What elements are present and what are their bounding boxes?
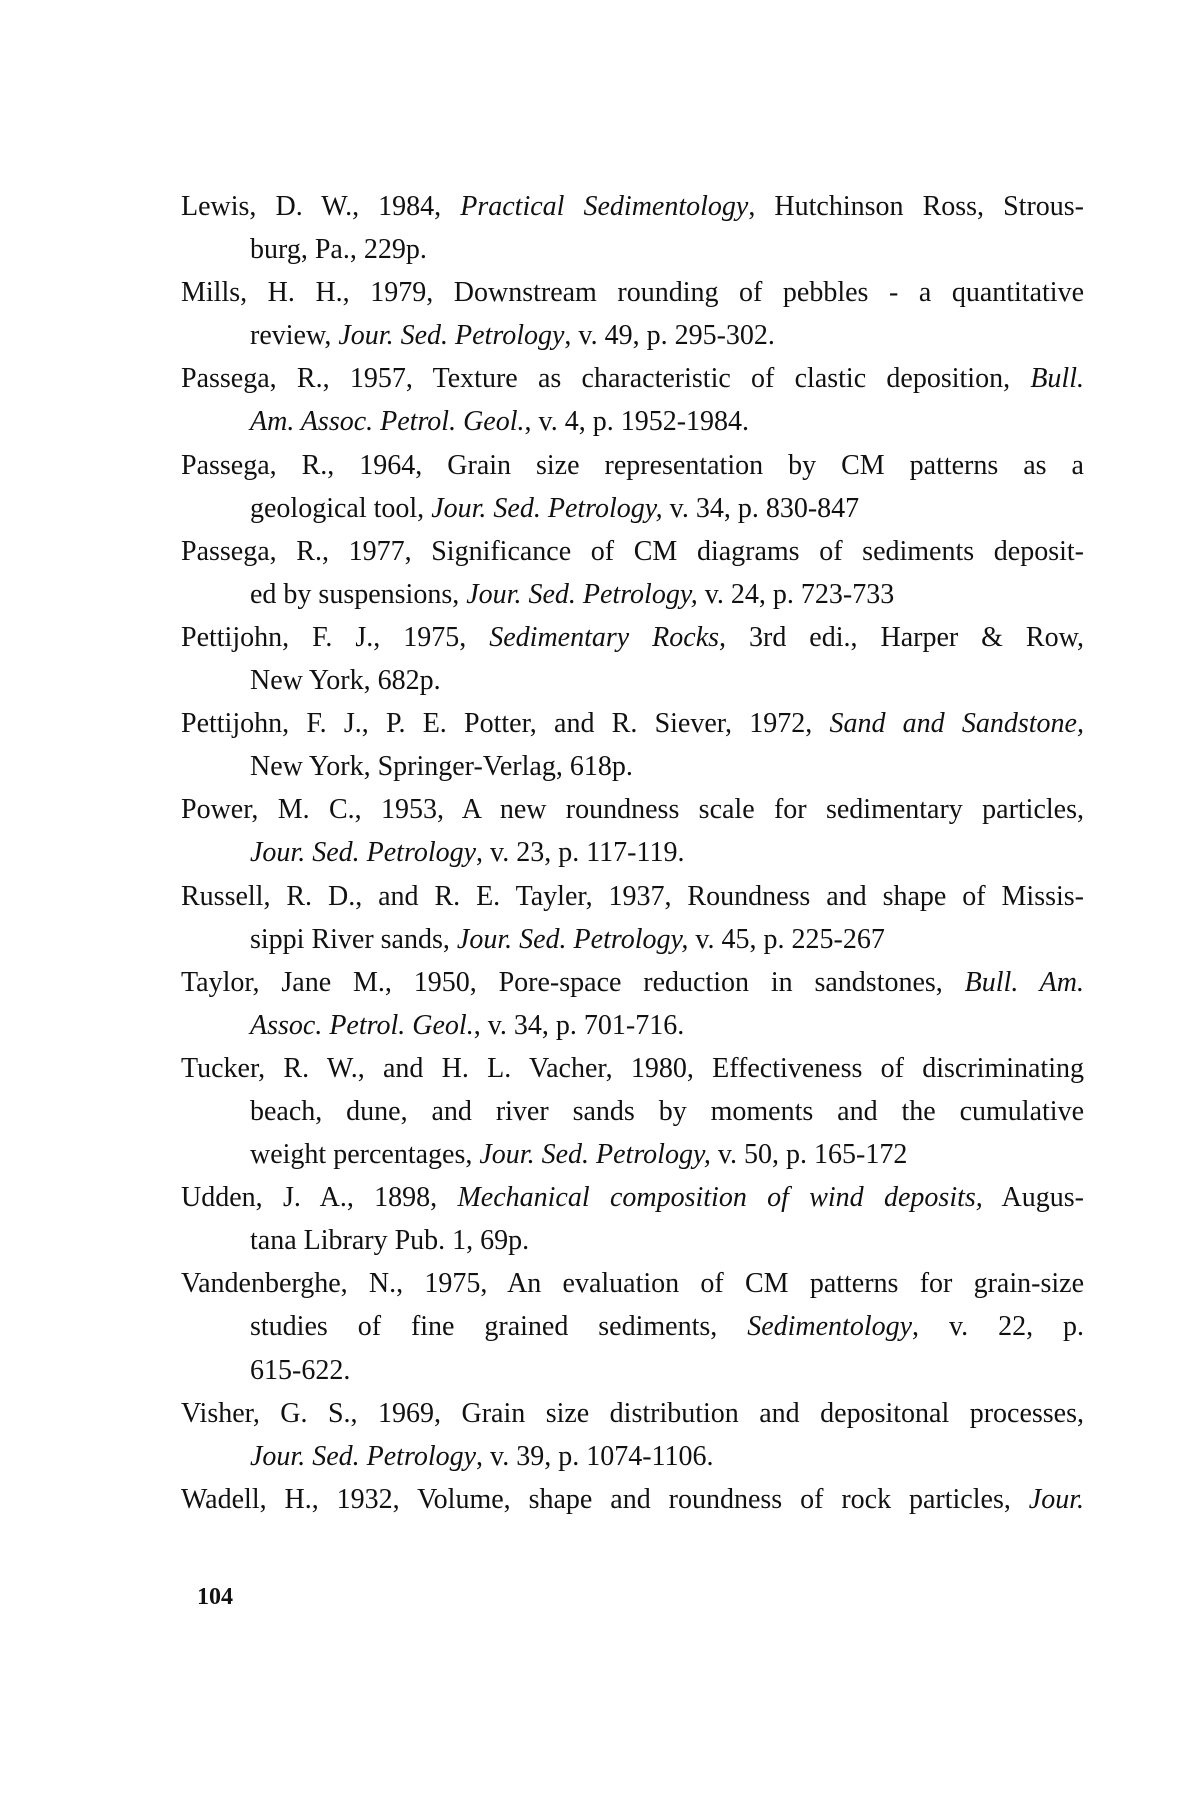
reference-line [181, 961, 1084, 1004]
italic-title-segment: Assoc. Petrol. Geol. [250, 1009, 474, 1041]
reference-entry [181, 616, 1084, 702]
text-segment: , v. 39, p. 1074-1106. [476, 1440, 714, 1472]
text-segment: tana Library Pub. 1, 69p. [250, 1225, 530, 1257]
italic-title-segment: Sand and Sandstone, [829, 708, 1084, 740]
page-number: 104 [197, 1584, 233, 1610]
reference-line [250, 1133, 1084, 1176]
text-segment: 615-622. [250, 1354, 351, 1386]
reference-line [250, 573, 1084, 616]
reference-line [181, 1047, 1084, 1090]
reference-entry [181, 185, 1084, 271]
reference-entry [181, 702, 1084, 788]
text-segment: v. 24, p. 723-733 [697, 578, 895, 610]
text-segment: Udden, J. A., 1898, [181, 1182, 458, 1214]
reference-line [181, 271, 1084, 314]
reference-line [181, 702, 1084, 745]
text-segment: Passega, R., 1957, Texture as characteristic of clastic deposition, [181, 363, 1031, 395]
text-segment: Mills, H. H., 1979, Downstream rounding of pebbles - a quantitative [181, 277, 1084, 309]
reference-line [250, 831, 1084, 874]
text-segment: Passega, R., 1964, Grain size representation by CM patterns as a [181, 449, 1084, 481]
text-segment: geological tool, [250, 492, 432, 524]
reference-entry [181, 444, 1084, 530]
reference-line [250, 314, 1084, 357]
italic-title-segment: Jour. Sed. Petrology, [456, 923, 689, 955]
reference-line [181, 1478, 1084, 1521]
reference-line [250, 1305, 1084, 1348]
reference-entry [181, 1047, 1084, 1176]
text-segment: v. 34, p. 830-847 [662, 492, 860, 524]
text-segment: 3rd edi., Harper & Row, [726, 621, 1084, 653]
reference-line [181, 444, 1084, 487]
reference-line [250, 745, 1084, 788]
reference-entry [181, 1478, 1084, 1521]
text-segment: Tucker, R. W., and H. L. Vacher, 1980, Effectiveness of discriminating [181, 1052, 1084, 1084]
reference-line [250, 400, 1084, 443]
text-segment: Vandenberghe, N., 1975, An evaluation of CM patterns for grain-size [181, 1268, 1084, 1300]
text-segment: Russell, R. D., and R. E. Tayler, 1937, Roundness and shape of Missis- [181, 880, 1084, 912]
italic-title-segment: Jour. [1028, 1483, 1084, 1515]
reference-line [250, 659, 1084, 702]
reference-entry [181, 530, 1084, 616]
text-segment: , v. 49, p. 295-302. [564, 320, 775, 352]
text-segment: beach, dune, and river sands by moments and the cumulative [250, 1095, 1084, 1127]
text-segment: Taylor, Jane M., 1950, Pore-space reduction in sandstones, [181, 966, 965, 998]
reference-line [250, 1435, 1084, 1478]
text-segment: v. 45, p. 225-267 [688, 923, 885, 955]
text-segment: Augus- [982, 1182, 1084, 1214]
text-segment: sippi River sands, [250, 923, 457, 955]
text-segment: review, [250, 320, 339, 352]
text-segment: , v. 22, p. [912, 1311, 1084, 1343]
text-segment: Lewis, D. W., 1984, [181, 191, 461, 222]
text-segment: , v. 23, p. 117-119. [476, 837, 685, 869]
reference-line [250, 1219, 1084, 1262]
text-segment: Pettijohn, F. J., P. E. Potter, and R. Siever, 1972, [181, 708, 830, 740]
text-segment: , Hutchinson Ross, Strous- [748, 191, 1085, 222]
text-segment: , v. 34, p. 701-716. [473, 1009, 685, 1041]
italic-title-segment: Sedimentary Rocks, [489, 621, 727, 653]
text-segment: New York, 682p. [250, 665, 441, 697]
reference-entry [181, 357, 1084, 443]
text-segment: Wadell, H., 1932, Volume, shape and roundness of rock particles, [181, 1483, 1029, 1515]
text-segment: Power, M. C., 1953, A new roundness scale for sedimentary particles, [181, 794, 1084, 826]
reference-line [250, 1349, 1084, 1392]
italic-title-segment: Bull. Am. [964, 966, 1084, 998]
italic-title-segment: Jour. Sed. Petrology, [431, 492, 663, 524]
reference-line [250, 1090, 1084, 1133]
italic-title-segment: Jour. Sed. Petrology [338, 320, 565, 352]
text-segment: New York, Springer-Verlag, 618p. [250, 751, 633, 783]
text-segment: Visher, G. S., 1969, Grain size distribution and depositonal processes, [181, 1397, 1084, 1429]
italic-title-segment: Jour. Sed. Petrology [250, 837, 477, 869]
text-segment: ed by suspensions, [250, 578, 467, 610]
reference-line [181, 616, 1084, 659]
reference-entry [181, 961, 1084, 1047]
reference-line [250, 918, 1084, 961]
reference-entry [181, 1262, 1084, 1391]
reference-entry [181, 1392, 1084, 1478]
reference-line [181, 530, 1084, 573]
italic-title-segment: Jour. Sed. Petrology [250, 1440, 477, 1472]
reference-line [181, 185, 1084, 228]
reference-line [181, 788, 1084, 831]
reference-line [181, 1392, 1084, 1435]
italic-title-segment: Mechanical composition of wind deposits, [457, 1182, 983, 1214]
reference-entry [181, 875, 1084, 961]
reference-entry [181, 788, 1084, 874]
reference-line [250, 1004, 1084, 1047]
reference-line [250, 487, 1084, 530]
reference-line [181, 1262, 1084, 1305]
text-segment: Pettijohn, F. J., 1975, [181, 621, 490, 653]
italic-title-segment: Jour. Sed. Petrology, [479, 1139, 711, 1171]
reference-entry [181, 271, 1084, 357]
reference-list [181, 185, 1084, 1521]
italic-title-segment: Jour. Sed. Petrology, [466, 578, 698, 610]
reference-line [181, 1176, 1084, 1219]
text-segment: studies of fine grained sediments, [250, 1311, 748, 1343]
reference-line [181, 875, 1084, 918]
text-segment: Passega, R., 1977, Significance of CM diagrams of sediments deposit- [181, 535, 1084, 567]
italic-title-segment: Am. Assoc. Petrol. Geol. [250, 406, 525, 438]
text-segment: , v. 4, p. 1952-1984. [524, 406, 750, 438]
reference-entry [181, 1176, 1084, 1262]
italic-title-segment: Bull. [1030, 363, 1084, 395]
text-segment: v. 50, p. 165-172 [710, 1139, 908, 1171]
italic-title-segment: Practical Sedimentology [460, 191, 749, 222]
reference-line [250, 228, 1084, 271]
text-segment: burg, Pa., 229p. [250, 234, 427, 266]
reference-line [181, 357, 1084, 400]
italic-title-segment: Sedimentology [747, 1311, 913, 1343]
text-segment: weight percentages, [250, 1139, 480, 1171]
